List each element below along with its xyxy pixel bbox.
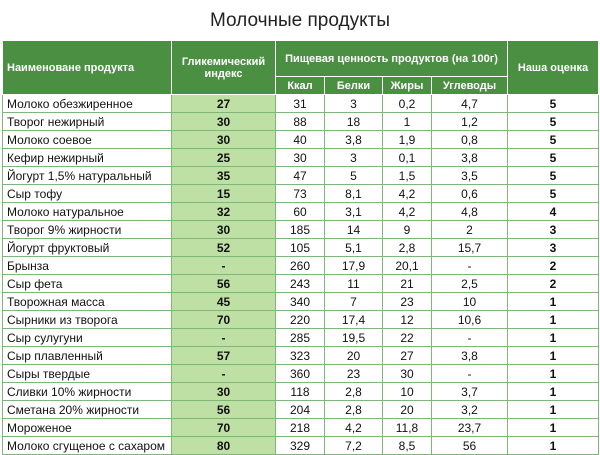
cell-kcal: 220 (276, 311, 325, 329)
cell-carbs: 3,5 (432, 167, 508, 185)
cell-carbs: 56 (432, 437, 508, 455)
cell-score: 1 (508, 311, 599, 329)
table-row (3, 203, 599, 221)
table-row (3, 365, 599, 383)
cell-product-name: Сметана 20% жирности (3, 401, 172, 419)
cell-score: 1 (508, 383, 599, 401)
cell-glycemic-index: 35 (172, 167, 276, 185)
cell-score: 3 (508, 239, 599, 257)
cell-product-name: Творог 9% жирности (3, 221, 172, 239)
table-row (3, 401, 599, 419)
header-nutrition: Пищевая ценность продуктов (на 100г) (276, 41, 508, 77)
cell-protein: 4,2 (325, 419, 383, 437)
cell-kcal: 60 (276, 203, 325, 221)
table-row (3, 311, 599, 329)
cell-glycemic-index: 56 (172, 401, 276, 419)
cell-product-name: Сырники из творога (3, 311, 172, 329)
cell-score: 1 (508, 401, 599, 419)
cell-kcal: 118 (276, 383, 325, 401)
cell-fat: 21 (383, 275, 432, 293)
cell-protein: 7,2 (325, 437, 383, 455)
cell-kcal: 329 (276, 437, 325, 455)
cell-carbs: 23,7 (432, 419, 508, 437)
cell-protein: 23 (325, 365, 383, 383)
cell-carbs: 10 (432, 293, 508, 311)
cell-glycemic-index: 30 (172, 113, 276, 131)
page-title: Молочные продукты (209, 10, 390, 31)
cell-score: 4 (508, 203, 599, 221)
cell-score: 5 (508, 167, 599, 185)
cell-fat: 0,2 (383, 95, 432, 113)
cell-fat: 4,2 (383, 203, 432, 221)
cell-protein: 2,8 (325, 401, 383, 419)
cell-score: 5 (508, 185, 599, 203)
cell-glycemic-index: 30 (172, 383, 276, 401)
cell-score: 2 (508, 275, 599, 293)
cell-carbs: 2 (432, 221, 508, 239)
cell-glycemic-index: 15 (172, 185, 276, 203)
cell-carbs: 4,8 (432, 203, 508, 221)
cell-product-name: Мороженое (3, 419, 172, 437)
cell-protein: 11 (325, 275, 383, 293)
header-our-score: Наша оценка (508, 41, 599, 95)
table-row (3, 293, 599, 311)
cell-kcal: 105 (276, 239, 325, 257)
cell-product-name: Сливки 10% жирности (3, 383, 172, 401)
table-row (3, 329, 599, 347)
table-row (3, 113, 599, 131)
cell-glycemic-index: 45 (172, 293, 276, 311)
cell-product-name: Сыр тофу (3, 185, 172, 203)
header-glycemic-index: Гликемический индекс (172, 41, 276, 95)
cell-glycemic-index: 70 (172, 419, 276, 437)
cell-product-name: Йогурт фруктовый (3, 239, 172, 257)
cell-product-name: Йогурт 1,5% натуральный (3, 167, 172, 185)
cell-score: 1 (508, 293, 599, 311)
cell-carbs: 3,8 (432, 149, 508, 167)
table-body (3, 95, 599, 455)
cell-carbs: 3,8 (432, 347, 508, 365)
cell-kcal: 243 (276, 275, 325, 293)
cell-score: 2 (508, 257, 599, 275)
header-product-name: Наименоване продукта (3, 41, 172, 95)
table-row (3, 95, 599, 113)
cell-fat: 1,5 (383, 167, 432, 185)
cell-kcal: 30 (276, 149, 325, 167)
cell-protein: 3,1 (325, 203, 383, 221)
cell-kcal: 218 (276, 419, 325, 437)
cell-fat: 8,5 (383, 437, 432, 455)
cell-kcal: 73 (276, 185, 325, 203)
table-row (3, 149, 599, 167)
table-row (3, 167, 599, 185)
table-row (3, 185, 599, 203)
cell-glycemic-index: 25 (172, 149, 276, 167)
cell-protein: 17,9 (325, 257, 383, 275)
cell-score: 5 (508, 95, 599, 113)
cell-protein: 20 (325, 347, 383, 365)
cell-fat: 10 (383, 383, 432, 401)
table-row (3, 437, 599, 455)
cell-product-name: Молоко обезжиренное (3, 95, 172, 113)
cell-protein: 8,1 (325, 185, 383, 203)
cell-product-name: Сыр фета (3, 275, 172, 293)
cell-product-name: Молоко соевое (3, 131, 172, 149)
cell-glycemic-index: 70 (172, 311, 276, 329)
cell-carbs: - (432, 365, 508, 383)
cell-glycemic-index: 57 (172, 347, 276, 365)
cell-kcal: 340 (276, 293, 325, 311)
cell-glycemic-index: 32 (172, 203, 276, 221)
table-row (3, 257, 599, 275)
cell-carbs: 0,6 (432, 185, 508, 203)
cell-protein: 14 (325, 221, 383, 239)
cell-kcal: 47 (276, 167, 325, 185)
cell-protein: 18 (325, 113, 383, 131)
cell-carbs: - (432, 257, 508, 275)
cell-kcal: 360 (276, 365, 325, 383)
header-carbs: Углеводы (432, 77, 508, 95)
cell-glycemic-index: - (172, 257, 276, 275)
cell-glycemic-index: - (172, 329, 276, 347)
cell-product-name: Кефир нежирный (3, 149, 172, 167)
dairy-products-table (2, 40, 599, 455)
cell-carbs: 2,5 (432, 275, 508, 293)
cell-score: 5 (508, 149, 599, 167)
cell-score: 1 (508, 347, 599, 365)
cell-product-name: Молоко сгущеное с сахаром (3, 437, 172, 455)
cell-product-name: Сыры твердые (3, 365, 172, 383)
cell-score: 1 (508, 329, 599, 347)
table-row (3, 275, 599, 293)
cell-fat: 27 (383, 347, 432, 365)
header-fat: Жиры (383, 77, 432, 95)
cell-product-name: Сыр сулугуни (3, 329, 172, 347)
cell-fat: 2,8 (383, 239, 432, 257)
table-row (3, 221, 599, 239)
cell-glycemic-index: 52 (172, 239, 276, 257)
cell-fat: 1 (383, 113, 432, 131)
table-row (3, 347, 599, 365)
cell-kcal: 260 (276, 257, 325, 275)
table-row (3, 419, 599, 437)
cell-fat: 23 (383, 293, 432, 311)
cell-protein: 3,8 (325, 131, 383, 149)
table-row (3, 383, 599, 401)
cell-carbs: 4,7 (432, 95, 508, 113)
cell-kcal: 323 (276, 347, 325, 365)
cell-protein: 5 (325, 167, 383, 185)
cell-carbs: 1,2 (432, 113, 508, 131)
cell-product-name: Сыр плавленный (3, 347, 172, 365)
cell-glycemic-index: 56 (172, 275, 276, 293)
cell-carbs: 0,8 (432, 131, 508, 149)
cell-glycemic-index: 30 (172, 131, 276, 149)
cell-carbs: 3,2 (432, 401, 508, 419)
cell-score: 1 (508, 419, 599, 437)
cell-product-name: Творог нежирный (3, 113, 172, 131)
cell-fat: 11,8 (383, 419, 432, 437)
cell-carbs: 10,6 (432, 311, 508, 329)
cell-protein: 7 (325, 293, 383, 311)
cell-glycemic-index: 80 (172, 437, 276, 455)
cell-product-name: Брынза (3, 257, 172, 275)
cell-carbs: - (432, 329, 508, 347)
cell-fat: 22 (383, 329, 432, 347)
table-row (3, 131, 599, 149)
cell-kcal: 185 (276, 221, 325, 239)
cell-score: 5 (508, 113, 599, 131)
header-kcal: Ккал (276, 77, 325, 95)
cell-kcal: 40 (276, 131, 325, 149)
cell-fat: 9 (383, 221, 432, 239)
cell-protein: 3 (325, 149, 383, 167)
cell-protein: 19,5 (325, 329, 383, 347)
cell-fat: 20 (383, 401, 432, 419)
cell-fat: 12 (383, 311, 432, 329)
cell-protein: 3 (325, 95, 383, 113)
cell-glycemic-index: - (172, 365, 276, 383)
cell-fat: 4,2 (383, 185, 432, 203)
table-row (3, 239, 599, 257)
cell-score: 3 (508, 221, 599, 239)
cell-kcal: 204 (276, 401, 325, 419)
cell-score: 1 (508, 365, 599, 383)
cell-carbs: 3,7 (432, 383, 508, 401)
cell-protein: 17,4 (325, 311, 383, 329)
cell-fat: 1,9 (383, 131, 432, 149)
cell-glycemic-index: 30 (172, 221, 276, 239)
cell-kcal: 285 (276, 329, 325, 347)
cell-product-name: Творожная масса (3, 293, 172, 311)
cell-protein: 2,8 (325, 383, 383, 401)
cell-fat: 30 (383, 365, 432, 383)
cell-glycemic-index: 27 (172, 95, 276, 113)
cell-score: 1 (508, 437, 599, 455)
cell-score: 5 (508, 131, 599, 149)
header-protein: Белки (325, 77, 383, 95)
cell-protein: 5,1 (325, 239, 383, 257)
cell-kcal: 88 (276, 113, 325, 131)
cell-fat: 20,1 (383, 257, 432, 275)
cell-product-name: Молоко натуральное (3, 203, 172, 221)
cell-fat: 0,1 (383, 149, 432, 167)
cell-carbs: 15,7 (432, 239, 508, 257)
cell-kcal: 31 (276, 95, 325, 113)
